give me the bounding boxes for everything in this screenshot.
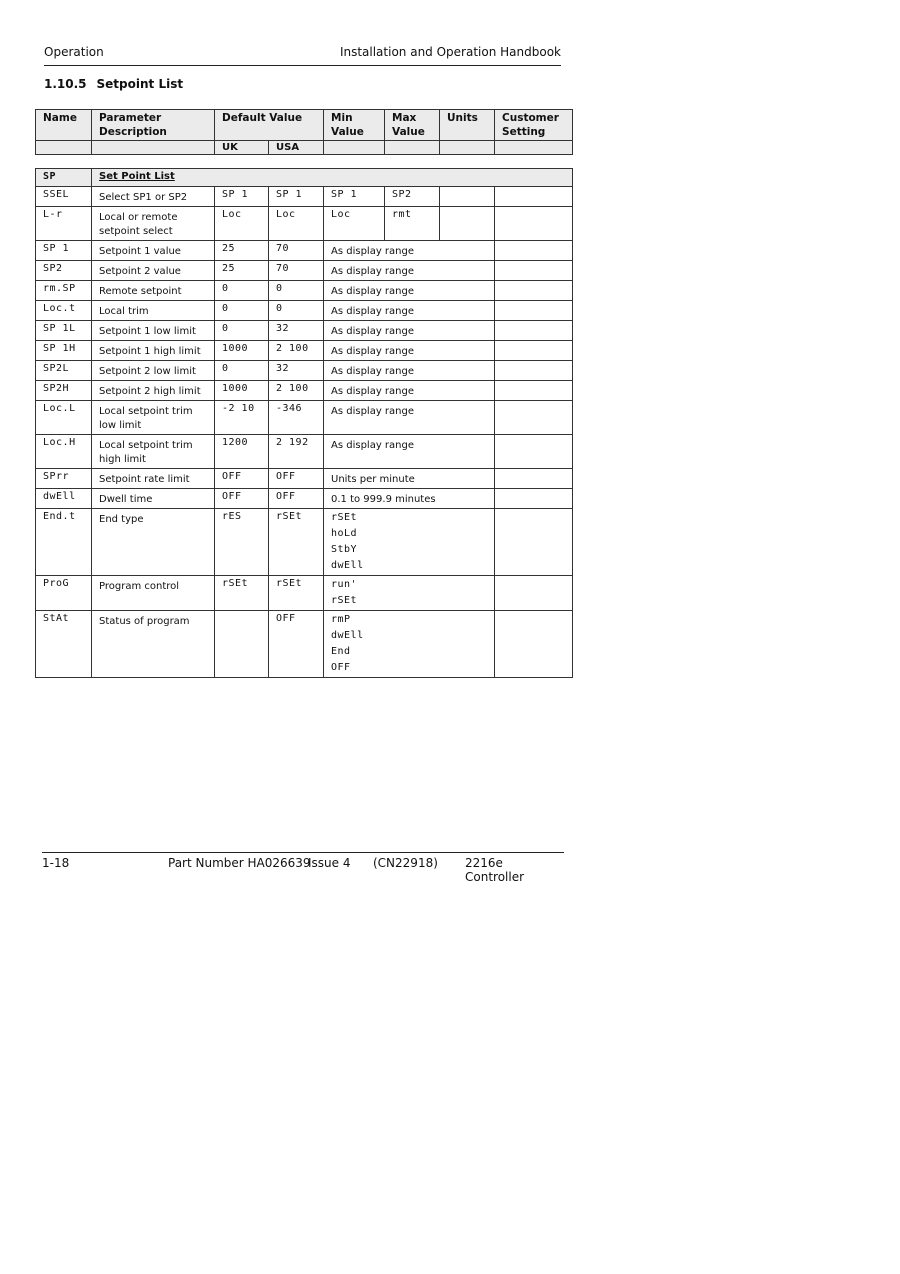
col-units: Units: [440, 110, 495, 141]
default-usa: rSEt: [269, 509, 324, 576]
table-row: [36, 241, 573, 261]
default-usa: Loc: [269, 207, 324, 241]
default-uk: -2 10: [215, 401, 269, 435]
table-row: [36, 207, 573, 241]
default-usa: 2 100: [269, 381, 324, 401]
param-description: Setpoint 2 low limit: [92, 361, 215, 381]
list-code: SP: [36, 169, 92, 187]
sub-empty: [495, 141, 573, 155]
default-uk: 0: [215, 361, 269, 381]
table-row: [36, 381, 573, 401]
default-usa: OFF: [269, 469, 324, 489]
default-usa: OFF: [269, 489, 324, 509]
table-row: [36, 401, 573, 435]
list-title-text: Set Point List: [99, 171, 175, 182]
customer-setting: [495, 361, 573, 381]
customer-setting: [495, 611, 573, 678]
table-row: [36, 576, 573, 611]
setpoint-list-table: [35, 168, 573, 678]
param-code: SP 1H: [36, 341, 92, 361]
col-min: Min Value: [324, 110, 385, 141]
page-header: [44, 45, 561, 66]
customer-setting: [495, 489, 573, 509]
param-code: L-r: [36, 207, 92, 241]
default-usa: 70: [269, 261, 324, 281]
default-uk: rES: [215, 509, 269, 576]
option-list: [324, 611, 495, 678]
param-code: ProG: [36, 576, 92, 611]
param-description: Local setpoint trim low limit: [92, 401, 215, 435]
param-code: Loc.t: [36, 301, 92, 321]
default-uk: 1000: [215, 381, 269, 401]
column-header-table: [35, 109, 573, 155]
param-description: Status of program: [92, 611, 215, 678]
option-item: StbY: [331, 544, 358, 555]
param-code: SPrr: [36, 469, 92, 489]
customer-setting: [495, 381, 573, 401]
default-usa: -346: [269, 401, 324, 435]
table-row: [36, 611, 573, 678]
table-row: [36, 261, 573, 281]
default-uk: SP 1: [215, 187, 269, 207]
option-list: [324, 509, 495, 576]
default-usa: 32: [269, 361, 324, 381]
min-value: SP 1: [324, 187, 385, 207]
value-range: As display range: [324, 435, 495, 469]
default-uk: 0: [215, 321, 269, 341]
default-uk: [215, 611, 269, 678]
default-usa: 2 192: [269, 435, 324, 469]
param-code: SP 1L: [36, 321, 92, 341]
default-usa: rSEt: [269, 576, 324, 611]
param-code: SP 1: [36, 241, 92, 261]
option-item: run': [331, 579, 358, 590]
default-uk: 25: [215, 241, 269, 261]
units: [440, 207, 495, 241]
customer-setting: [495, 509, 573, 576]
param-code: Loc.H: [36, 435, 92, 469]
param-code: rm.SP: [36, 281, 92, 301]
option-item: rSEt: [331, 595, 358, 606]
table-row: [36, 435, 573, 469]
option-item: End: [331, 646, 351, 657]
param-description: Setpoint rate limit: [92, 469, 215, 489]
param-code: SP2: [36, 261, 92, 281]
col-name: Name: [36, 110, 92, 141]
table-row: [36, 281, 573, 301]
value-range: As display range: [324, 281, 495, 301]
param-code: SP2H: [36, 381, 92, 401]
param-code: SP2L: [36, 361, 92, 381]
param-description: End type: [92, 509, 215, 576]
default-uk: 0: [215, 301, 269, 321]
value-range: As display range: [324, 381, 495, 401]
param-description: Remote setpoint: [92, 281, 215, 301]
option-item: rSEt: [331, 512, 358, 523]
table-row: [36, 321, 573, 341]
customer-setting: [495, 401, 573, 435]
value-range: As display range: [324, 241, 495, 261]
value-range: As display range: [324, 341, 495, 361]
section-number: 1.10.5: [44, 77, 87, 91]
page-footer: [42, 852, 564, 884]
default-uk: 1200: [215, 435, 269, 469]
value-range: 0.1 to 999.9 minutes: [324, 489, 495, 509]
customer-setting: [495, 435, 573, 469]
default-usa: SP 1: [269, 187, 324, 207]
option-item: OFF: [331, 662, 351, 673]
default-usa: 70: [269, 241, 324, 261]
section-title: [44, 77, 183, 91]
param-description: Setpoint 1 value: [92, 241, 215, 261]
min-value: Loc: [324, 207, 385, 241]
customer-setting: [495, 207, 573, 241]
value-range: Units per minute: [324, 469, 495, 489]
param-code: SSEL: [36, 187, 92, 207]
param-description: Local or remote setpoint select: [92, 207, 215, 241]
value-range: As display range: [324, 301, 495, 321]
param-description: Local trim: [92, 301, 215, 321]
col-uk: UK: [215, 141, 269, 155]
col-param-desc: Parameter Description: [92, 110, 215, 141]
option-item: hoLd: [331, 528, 358, 539]
param-description: Setpoint 1 high limit: [92, 341, 215, 361]
value-range: As display range: [324, 361, 495, 381]
sub-empty: [92, 141, 215, 155]
param-description: Setpoint 2 value: [92, 261, 215, 281]
customer-setting: [495, 261, 573, 281]
value-range: As display range: [324, 261, 495, 281]
option-item: dwEll: [331, 560, 364, 571]
footer-cn: (CN22918): [373, 856, 438, 870]
header-left: Operation: [44, 45, 104, 59]
sub-empty: [385, 141, 440, 155]
default-uk: 0: [215, 281, 269, 301]
param-description: Program control: [92, 576, 215, 611]
customer-setting: [495, 241, 573, 261]
customer-setting: [495, 281, 573, 301]
section-name: Setpoint List: [96, 77, 184, 91]
sub-empty: [440, 141, 495, 155]
default-uk: Loc: [215, 207, 269, 241]
table-row: [36, 301, 573, 321]
table-row: [36, 469, 573, 489]
customer-setting: [495, 341, 573, 361]
param-code: End.t: [36, 509, 92, 576]
param-description: Local setpoint trim high limit: [92, 435, 215, 469]
footer-part-number: Part Number HA026639: [168, 856, 311, 870]
value-range: As display range: [324, 321, 495, 341]
default-uk: 25: [215, 261, 269, 281]
default-usa: 0: [269, 281, 324, 301]
col-max: Max Value: [385, 110, 440, 141]
default-usa: 32: [269, 321, 324, 341]
default-uk: 1000: [215, 341, 269, 361]
param-code: StAt: [36, 611, 92, 678]
customer-setting: [495, 301, 573, 321]
footer-product: 2216e Controller: [465, 856, 525, 884]
col-usa: USA: [269, 141, 324, 155]
list-header-row: [36, 169, 573, 187]
param-description: Dwell time: [92, 489, 215, 509]
customer-setting: [495, 576, 573, 611]
max-value: SP2: [385, 187, 440, 207]
default-uk: OFF: [215, 469, 269, 489]
col-customer: Customer Setting: [495, 110, 573, 141]
header-right: Installation and Operation Handbook: [339, 45, 561, 59]
default-uk: rSEt: [215, 576, 269, 611]
default-usa: 2 100: [269, 341, 324, 361]
option-item: dwEll: [331, 630, 364, 641]
table-row: [36, 187, 573, 207]
default-usa: 0: [269, 301, 324, 321]
param-description: Select SP1 or SP2: [92, 187, 215, 207]
customer-setting: [495, 469, 573, 489]
table-row: [36, 489, 573, 509]
param-description: Setpoint 1 low limit: [92, 321, 215, 341]
default-uk: OFF: [215, 489, 269, 509]
option-list: [324, 576, 495, 611]
sub-empty: [324, 141, 385, 155]
customer-setting: [495, 187, 573, 207]
customer-setting: [495, 321, 573, 341]
col-default-value: Default Value: [215, 110, 324, 141]
option-item: rmP: [331, 614, 351, 625]
param-description: Setpoint 2 high limit: [92, 381, 215, 401]
sub-empty: [36, 141, 92, 155]
default-usa: OFF: [269, 611, 324, 678]
units: [440, 187, 495, 207]
max-value: rmt: [385, 207, 440, 241]
footer-issue: Issue 4: [308, 856, 351, 870]
list-title: [92, 169, 573, 187]
param-code: Loc.L: [36, 401, 92, 435]
table-row: [36, 341, 573, 361]
value-range: As display range: [324, 401, 495, 435]
param-code: dwEll: [36, 489, 92, 509]
footer-page: 1-18: [42, 856, 70, 870]
table-row: [36, 361, 573, 381]
table-row: [36, 509, 573, 576]
